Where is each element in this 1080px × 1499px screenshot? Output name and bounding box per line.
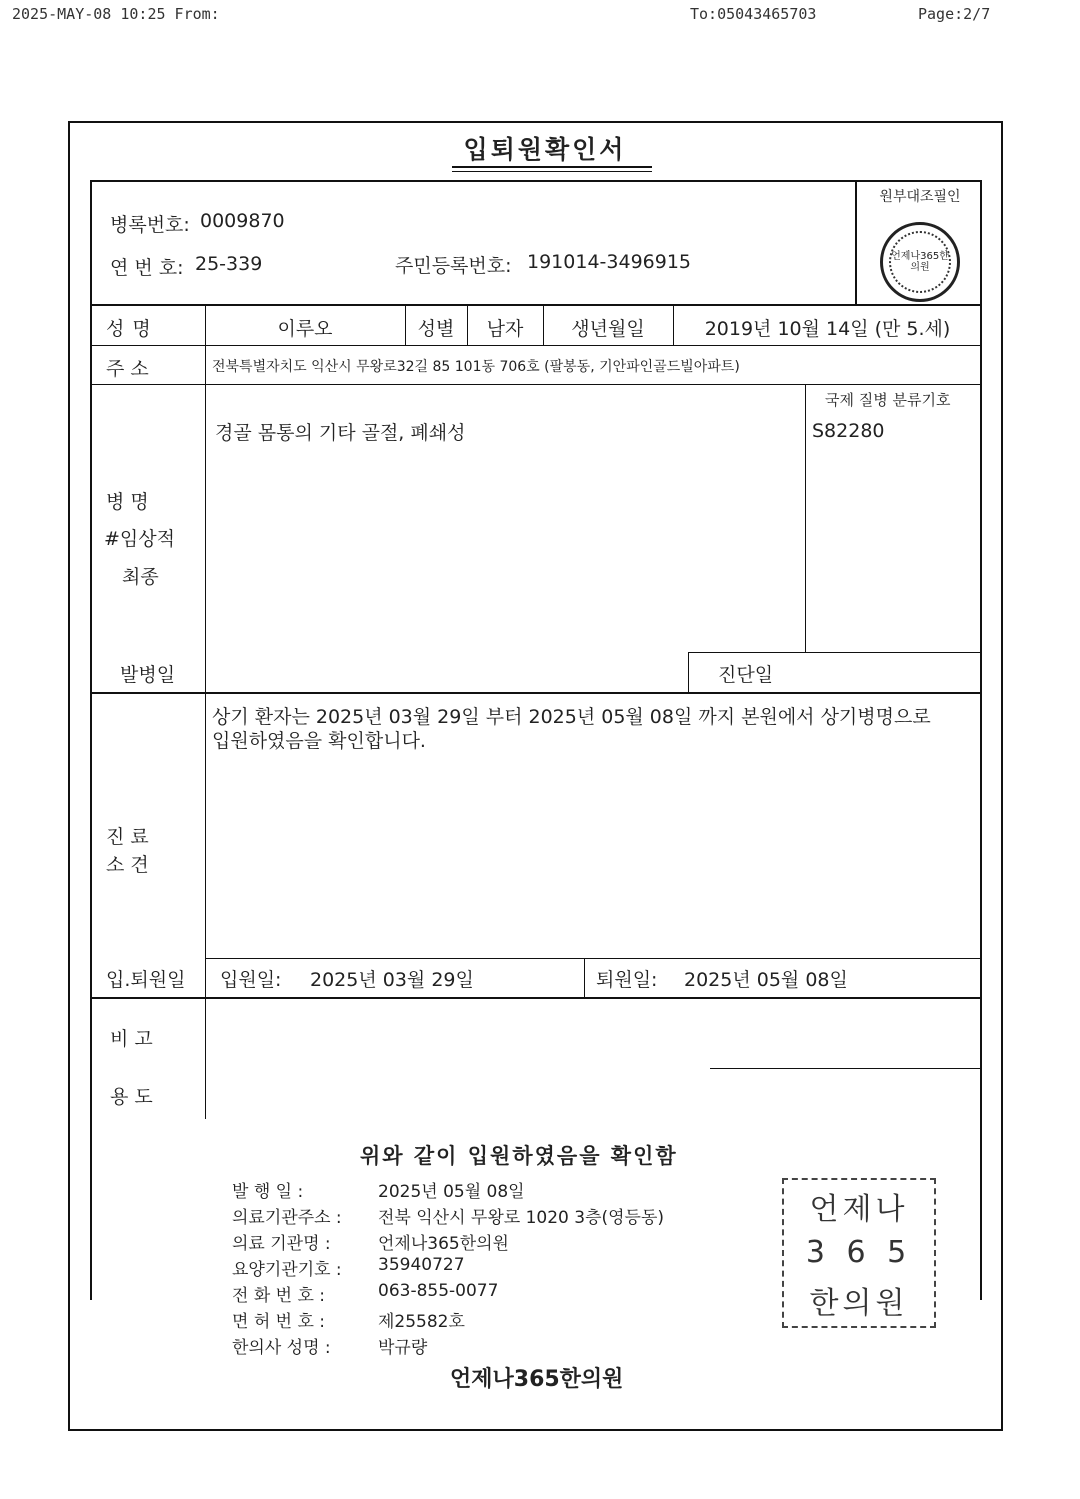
name-label: 성 명 [106,318,152,340]
row-line-3 [90,384,982,385]
issuer-row [232,1281,772,1307]
admission-date: 2025년 03월 29일 [310,969,474,991]
issuer-row [232,1177,772,1203]
sex-value: 남자 [486,318,524,340]
seal-box-divider [855,180,857,305]
diagnosis-date-label: 진단일 [718,664,774,686]
issuer-row [232,1255,772,1281]
label-column-divider [205,304,206,1119]
stay-divider [584,958,585,997]
care-institution-code-value: 35940727 [378,1255,465,1275]
onset-row-line [688,652,982,653]
stamp-line2: 3 6 5 [805,1235,913,1271]
resident-number-value: 191014-3496915 [527,251,692,273]
issuer-block [232,1177,772,1359]
opinion-text-line2: 입원하였음을 확인합니다. [212,730,426,752]
fax-page-number: Page:2/7 [918,5,991,23]
license-number-value: 제25582호 [378,1312,465,1332]
resident-number-label: 주민등록번호: [395,255,512,277]
issuer-row [232,1307,772,1333]
stay-label: 입.퇴원일 [106,969,186,991]
purpose-label: 용 도 [110,1086,153,1108]
sex-label: 성별 [417,318,455,340]
clinic-stamp [782,1178,936,1328]
doctor-name-value: 박규량 [378,1338,428,1358]
remarks-line [710,1068,982,1069]
dob-label: 생년월일 [571,318,645,340]
confirm-statement: 위와 같이 입원하였음을 확인함 [360,1144,678,1168]
row-line-2 [90,345,982,346]
issuer-row [232,1203,772,1229]
opinion-label-line1: 진 료 [106,826,149,848]
discharge-date: 2025년 05월 08일 [684,969,848,991]
onset-date-divider [688,652,689,692]
admission-label: 입원일: [220,969,282,991]
stamp-line3: 한의원 [809,1286,909,1322]
issuer-label: 면 허 번 호 : [232,1312,326,1332]
clinic-address-value: 전북 익산시 무왕로 1020 3층(영등동) [378,1208,665,1228]
issuer-label: 한의사 성명 : [232,1338,331,1358]
discharge-label: 퇴원일: [596,969,658,991]
record-number-label: 병록번호: [110,214,190,236]
title-underline-2 [452,171,652,172]
issuer-row [232,1229,772,1255]
icd-column-divider [805,384,806,652]
dob-value: 2019년 10월 14일 (만 5.세) [704,318,951,340]
row-line-5 [90,997,982,999]
address-label: 주 소 [106,358,149,380]
clinic-name-signature: 언제나365한의원 [450,1367,624,1392]
row-line-1 [90,304,982,306]
stay-row-line [205,958,982,959]
opinion-label-line2: 소 견 [106,854,149,876]
serial-number-label: 연 번 호: [110,257,184,279]
verification-seal [880,222,960,302]
icd-label: 국제 질병 분류기호 [825,391,951,409]
onset-date-label: 발병일 [120,664,176,686]
opinion-text-line1: 상기 환자는 2025년 03월 29일 부터 2025년 05월 08일 까지 본원에서 상기병명으로 [212,706,931,728]
remarks-label: 비 고 [110,1028,153,1050]
row-line-4 [90,692,982,694]
issuer-label: 요양기관기호 : [232,1260,342,1280]
title-underline [452,166,652,168]
diagnosis-label: 병 명 [106,491,149,513]
address-value: 전북특별자치도 익산시 무왕로32길 85 101동 706호 (팔봉동, 기안파인골드빌아파트) [212,359,740,375]
name-value: 이루오 [277,318,333,340]
issuer-label: 의료기관주소 : [232,1208,342,1228]
fax-datetime: 2025-MAY-08 10:25 From: [12,5,220,23]
phone-number-value: 063-855-0077 [378,1281,499,1301]
document-title: 입퇴원확인서 [463,135,627,164]
issuer-label: 전 화 번 호 : [232,1286,326,1306]
issuer-row [232,1333,772,1359]
issue-date-value: 2025년 05월 08일 [378,1182,525,1202]
issuer-label: 의료 기관명 : [232,1234,331,1254]
diagnosis-value: 경골 몸통의 기타 골절, 폐쇄성 [215,422,466,444]
serial-number-value: 25-339 [195,253,263,275]
stamp-line1: 언제나 [809,1191,909,1227]
fax-to-number: To:05043465703 [690,5,817,23]
icd-value: S82280 [812,420,885,442]
clinic-name-value: 언제나365한의원 [378,1234,509,1254]
issuer-label: 발 행 일 : [232,1182,304,1202]
diagnosis-final-label: 최종 [122,566,159,588]
seal-box-label: 원부대조필인 [879,189,961,205]
record-number-value: 0009870 [200,210,285,232]
diagnosis-type-label: #임상적 [104,528,175,550]
seal-text: 언제나365한의원 [889,231,951,293]
